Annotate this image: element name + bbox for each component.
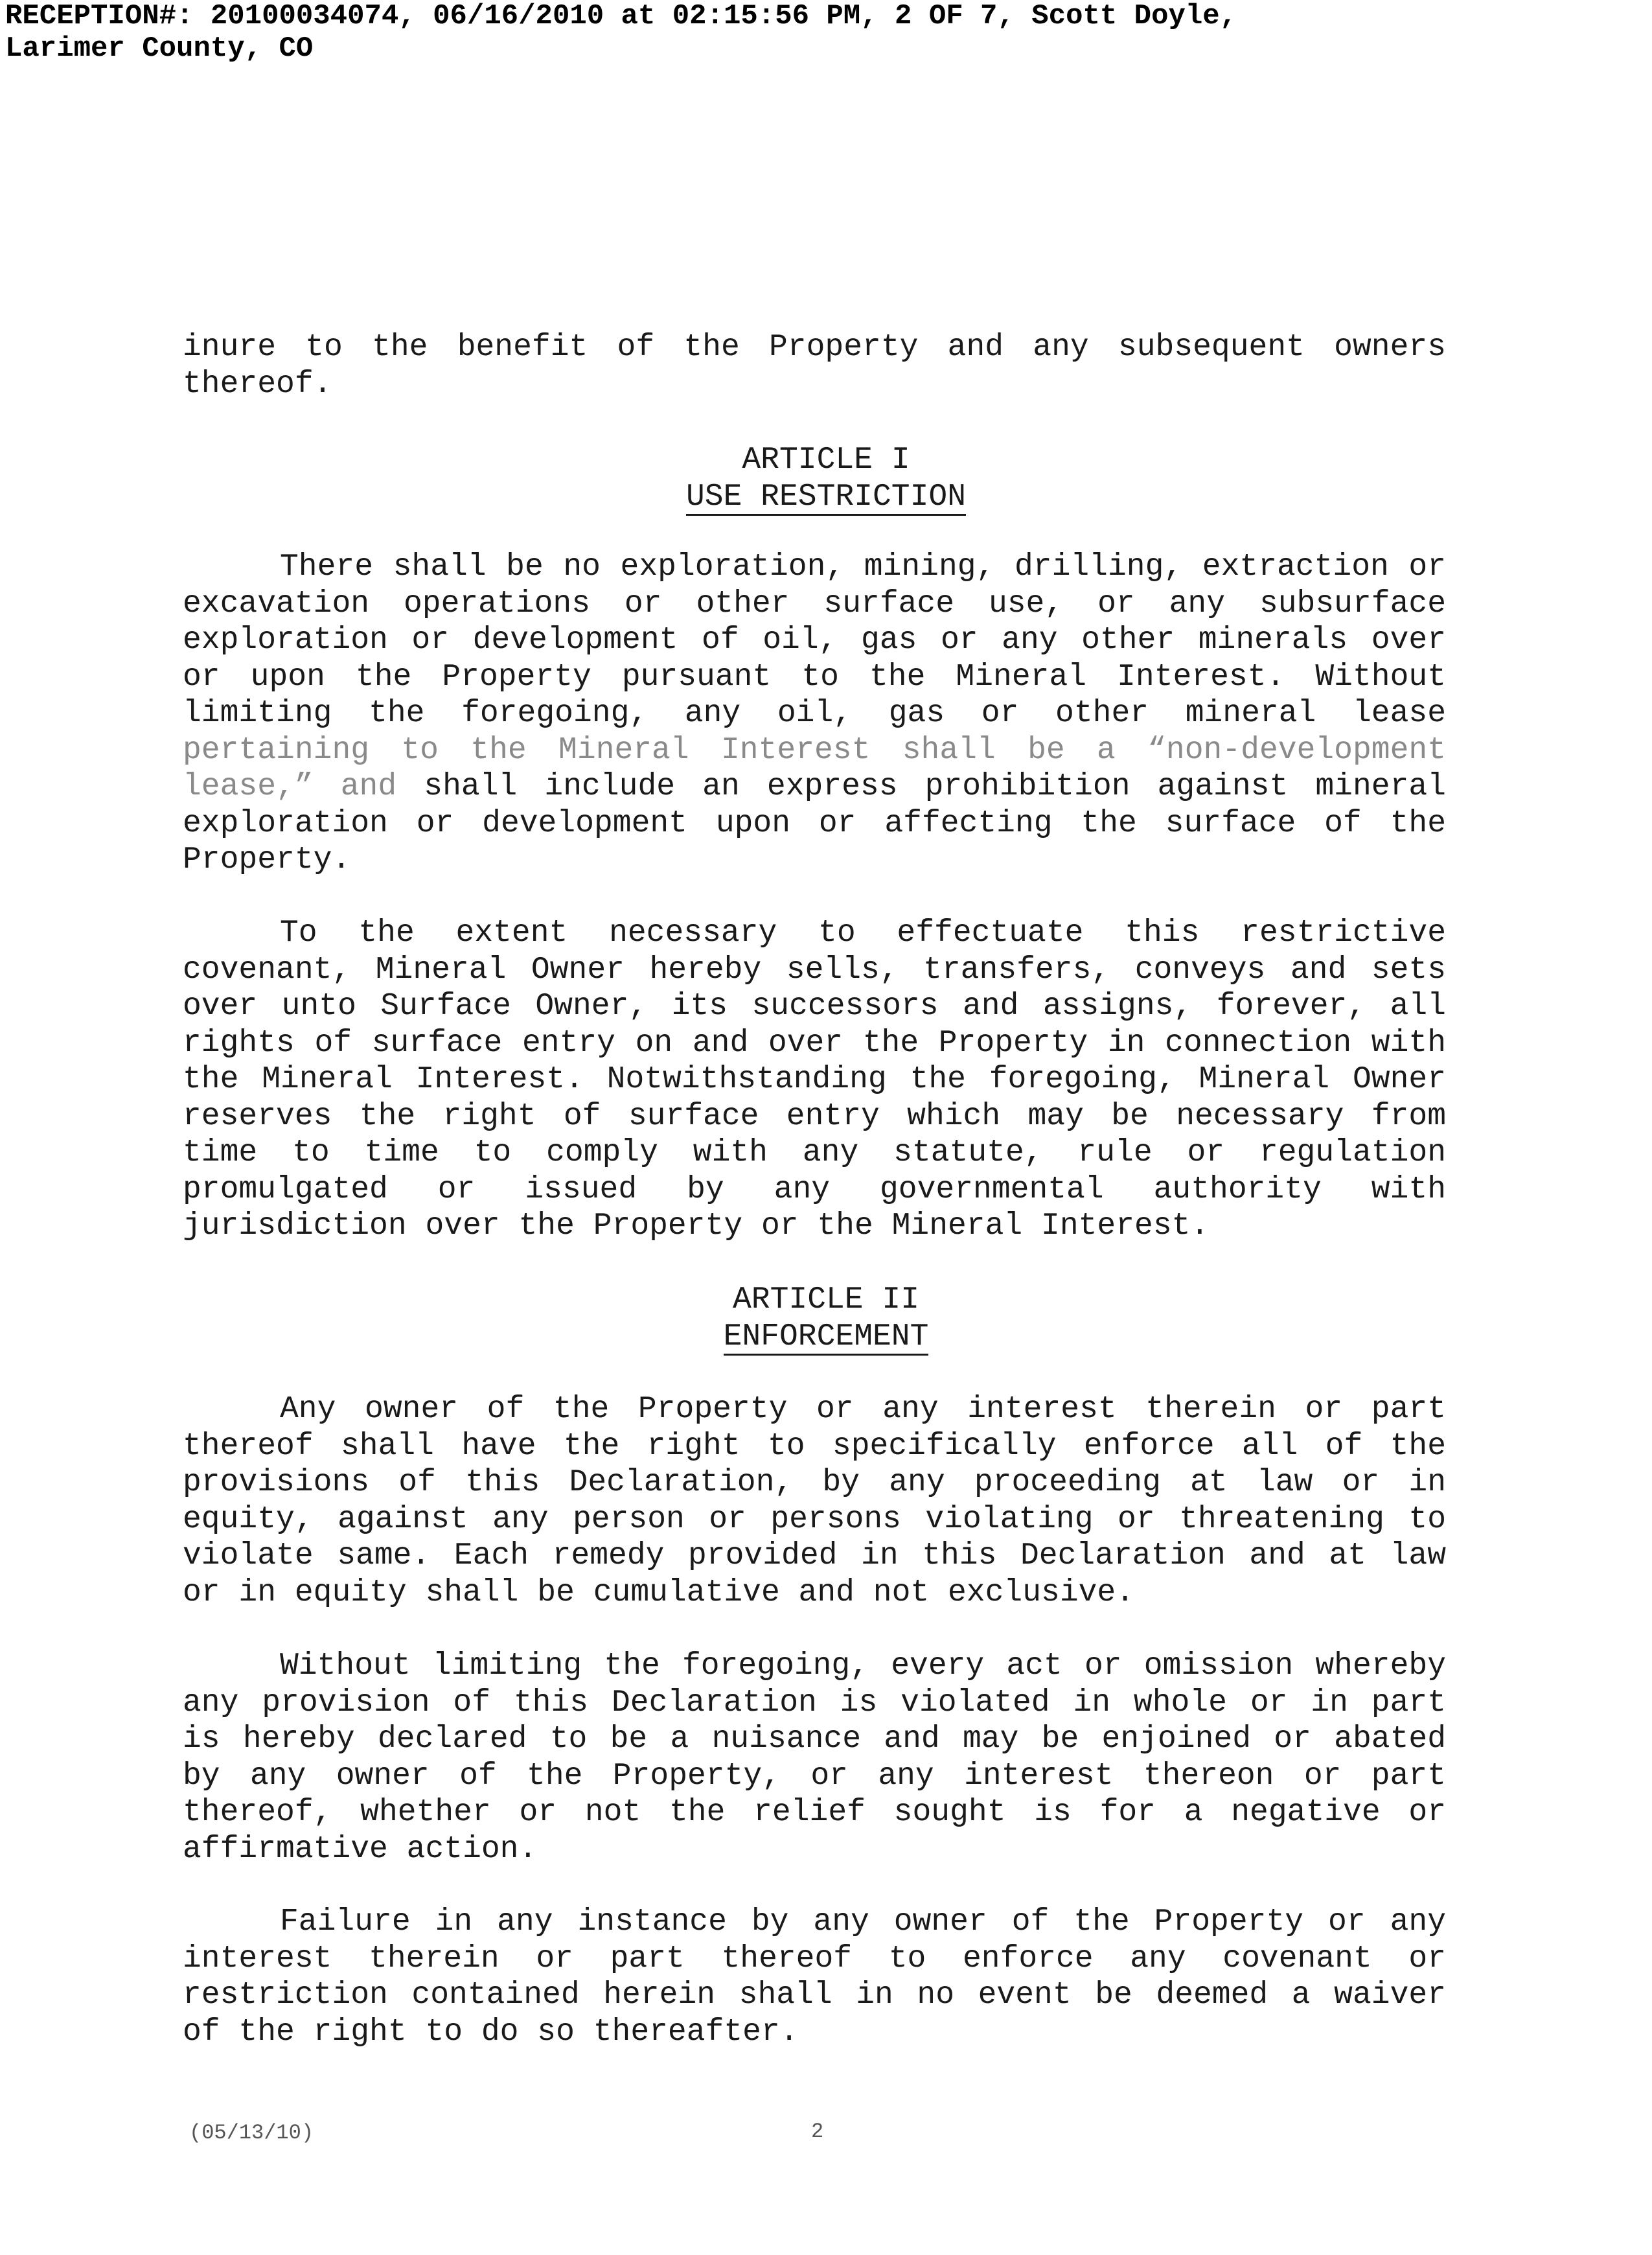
article-2-paragraph-1-block bbox=[183, 1391, 1446, 1611]
article-2-heading bbox=[0, 1282, 1652, 1356]
footer-date: (05/13/10) bbox=[189, 2121, 314, 2145]
intro-block bbox=[183, 329, 1446, 402]
article-1-paragraph-2-block bbox=[183, 915, 1446, 1245]
article-1-paragraph-1-text-b: pertaining to the Mineral Interest shall be a “non-development lease,” and bbox=[183, 732, 1446, 804]
article-1-paragraph-1-text-a: There shall be no exploration, mining, drilling, extraction or excavation operations or other surface use, or any subsurface exploration or development of oil, gas or any other minerals over or upon the Property pursuant to the Mineral Interest. Without limiting the foregoing, any oil, gas or other mineral lease bbox=[183, 549, 1446, 731]
recording-stamp bbox=[5, 0, 1237, 65]
article-2-number: ARTICLE II bbox=[732, 1282, 920, 1317]
article-1-paragraph-1 bbox=[183, 549, 1446, 879]
article-2-title: ENFORCEMENT bbox=[723, 1319, 929, 1354]
article-2-paragraph-3: Failure in any instance by any owner of the Property or any interest therein or part thereof to enforce any covenant or restriction contained herein shall in no event be deemed a waiver of the right to do so thereafter. bbox=[183, 1904, 1446, 2050]
article-2-paragraph-2: Without limiting the foregoing, every act or omission whereby any provision of this Declaration is violated in whole or in part is hereby declared to be a nuisance and may be enjoined or abated by any owner of the Property, or any interest thereon or part thereof, whether or not the relief sought is for a negative or affirmative action. bbox=[183, 1648, 1446, 1867]
article-1-number: ARTICLE I bbox=[742, 443, 910, 478]
article-1-title: USE RESTRICTION bbox=[685, 479, 967, 515]
intro-paragraph: inure to the benefit of the Property and any subsequent owners thereof. bbox=[183, 330, 1446, 402]
footer-page-number: 2 bbox=[811, 2120, 824, 2144]
article-1-heading bbox=[0, 442, 1652, 516]
article-1-paragraph-2: To the extent necessary to effectuate this restrictive covenant, Mineral Owner hereby sells, transfers, conveys and sets over unto Surface Owner, its successors and assigns, forever, all rights of surface entry on and over the Property in connection with the Mineral Interest. Notwithstanding the foregoing, Mineral Owner reserves the right of surface entry which may be necessary from time to time to comply with any statute, rule or regulation promulgated or issued by any governmental authority with jurisdiction over the Property or the Mineral Interest. bbox=[183, 916, 1446, 1243]
recording-stamp-line-2: Larimer County, CO bbox=[5, 32, 314, 65]
article-2-paragraph-2-block bbox=[183, 1648, 1446, 1868]
recording-stamp-line-1: RECEPTION#: 20100034074, 06/16/2010 at 02:15:56 PM, 2 OF 7, Scott Doyle, bbox=[5, 0, 1237, 32]
article-1-paragraph-1-text-c: shall include an express prohibition against mineral exploration or development upon or affecting the surface of the Property. bbox=[183, 769, 1447, 877]
article-2-paragraph-3-block bbox=[183, 1904, 1446, 2050]
article-2-paragraph-1: Any owner of the Property or any interest therein or part thereof shall have the right to specifically enforce all of the provisions of this Declaration, by any proceeding at law or in equity, against any person or persons violating or threatening to violate same. Each remedy provided in this Declaration and at law or in equity shall be cumulative and not exclusive. bbox=[183, 1392, 1446, 1610]
